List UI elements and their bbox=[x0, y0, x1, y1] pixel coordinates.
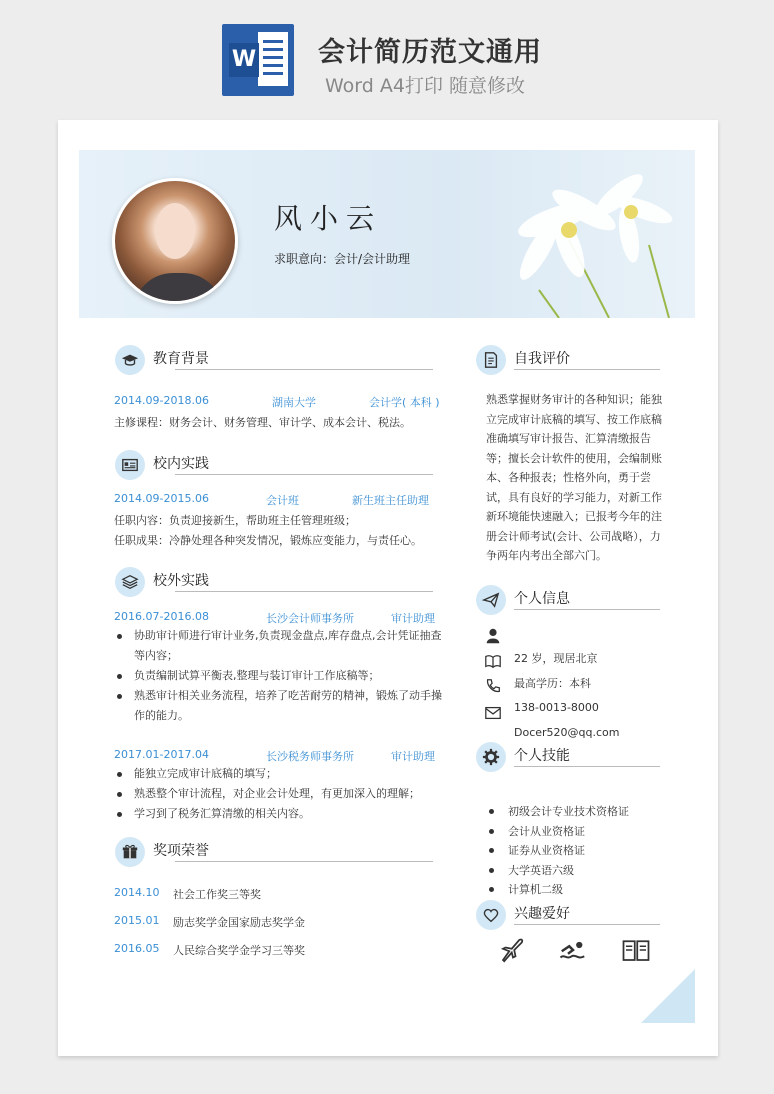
candidate-name: 风小云 bbox=[274, 202, 383, 235]
flowers-decoration bbox=[459, 150, 695, 318]
edu-major: 会计学( 本科 ) bbox=[369, 396, 440, 409]
airplane-icon bbox=[498, 935, 528, 965]
list-item: 熟悉审计相关业务流程，培养了吃苦耐劳的精神，锻炼了动手操作的能力。 bbox=[114, 686, 444, 726]
corner-decoration bbox=[641, 969, 695, 1023]
edu-school: 湖南大学 bbox=[272, 396, 316, 409]
phone-icon bbox=[484, 677, 502, 695]
banner-title: 会计简历范文通用 bbox=[318, 37, 542, 68]
section-title: 兴趣爱好 bbox=[514, 906, 570, 922]
campus-line: 任职成果：冷静处理各种突发情况，锻炼应变能力，与责任心。 bbox=[114, 534, 422, 547]
section-title: 个人技能 bbox=[514, 748, 570, 764]
personal-age: 22 岁，现居北京 bbox=[514, 652, 598, 665]
layers-icon bbox=[115, 567, 145, 597]
job-intent: 求职意向：会计/会计助理 bbox=[274, 252, 411, 266]
skills-list bbox=[486, 802, 629, 900]
list-item: 初级会计专业技术资格证 bbox=[486, 802, 629, 822]
section-title: 个人信息 bbox=[514, 591, 570, 607]
paper-plane-icon bbox=[476, 585, 506, 615]
self-eval-text: 熟悉掌握财务审计的各种知识；能独立完成审计底稿的填写、按工作底稿准确填写审计报告、汇算清缴报告等；擅长会计软件的使用，会编制账本、各种报表；性格外向，勇于尝试，具有良好的学习能力，对新工作新环境能快速融入；已报考今年的注册会计师考试(会计、公司战略），力争两年内考出全部六门。 bbox=[486, 393, 662, 562]
banner-subtitle: Word A4打印 随意修改 bbox=[325, 75, 526, 97]
section-title: 校内实践 bbox=[153, 456, 209, 472]
personal-phone: 138-0013-8000 bbox=[514, 701, 599, 714]
job-items bbox=[114, 764, 444, 824]
list-item: 学习到了税务汇算清缴的相关内容。 bbox=[114, 804, 444, 824]
word-logo-letter: W bbox=[229, 43, 259, 77]
campus-line: 任职内容：负责迎接新生，帮助班主任管理班级； bbox=[114, 514, 356, 527]
job-period: 2016.07-2016.08 bbox=[114, 610, 209, 623]
gift-icon bbox=[115, 837, 145, 867]
list-item: 证券从业资格证 bbox=[486, 841, 629, 861]
list-item: 大学英语六级 bbox=[486, 861, 629, 881]
award-name: 励志奖学金国家励志奖学金 bbox=[173, 916, 305, 929]
id-card-icon bbox=[115, 450, 145, 480]
resume-header bbox=[79, 150, 695, 318]
word-logo-page bbox=[258, 32, 288, 86]
section-title: 自我评价 bbox=[514, 351, 570, 367]
graduation-cap-icon bbox=[115, 345, 145, 375]
list-item: 负责编制试算平衡表,整理与装订审计工作底稿等； bbox=[114, 666, 444, 686]
section-skills bbox=[476, 742, 660, 772]
job-org: 长沙税务师事务所 bbox=[266, 750, 354, 763]
avatar bbox=[112, 178, 238, 304]
section-awards bbox=[115, 837, 433, 867]
list-item: 计算机二级 bbox=[486, 880, 629, 900]
award-name: 社会工作奖三等奖 bbox=[173, 888, 261, 901]
job-items bbox=[114, 626, 444, 726]
personal-email: Docer520@qq.com bbox=[514, 726, 620, 739]
list-item: 熟悉整个审计流程，对企业会计处理，有更加深入的理解； bbox=[114, 784, 444, 804]
list-item: 会计从业资格证 bbox=[486, 822, 629, 842]
campus-org: 会计班 bbox=[266, 494, 299, 507]
award-name: 人民综合奖学金学习三等奖 bbox=[173, 944, 305, 957]
book-icon bbox=[484, 652, 502, 670]
job-role: 审计助理 bbox=[391, 750, 435, 763]
person-icon bbox=[484, 627, 502, 645]
campus-period: 2014.09-2015.06 bbox=[114, 492, 209, 505]
section-hobbies bbox=[476, 900, 660, 930]
book-icon bbox=[621, 935, 651, 965]
heart-icon bbox=[476, 900, 506, 930]
edu-courses: 主修课程：财务会计、财务管理、审计学、成本会计、税法。 bbox=[114, 416, 411, 429]
award-date: 2016.05 bbox=[114, 942, 160, 955]
job-period: 2017.01-2017.04 bbox=[114, 748, 209, 761]
document-icon bbox=[476, 345, 506, 375]
section-personal bbox=[476, 585, 660, 615]
mail-icon bbox=[484, 704, 502, 722]
campus-role: 新生班主任助理 bbox=[352, 494, 429, 507]
section-title: 校外实践 bbox=[153, 573, 209, 589]
section-self-eval bbox=[476, 345, 660, 375]
gear-icon bbox=[476, 742, 506, 772]
section-education bbox=[115, 345, 433, 375]
edu-period: 2014.09-2018.06 bbox=[114, 394, 209, 407]
personal-degree: 最高学历：本科 bbox=[514, 677, 591, 690]
award-date: 2015.01 bbox=[114, 914, 160, 927]
section-title: 奖项荣誉 bbox=[153, 843, 209, 859]
list-item: 协助审计师进行审计业务,负责现金盘点,库存盘点,会计凭证抽查等内容； bbox=[114, 626, 444, 666]
job-org: 长沙会计师事务所 bbox=[266, 612, 354, 625]
resume-sheet bbox=[58, 120, 718, 1056]
section-external bbox=[115, 567, 433, 597]
list-item: 能独立完成审计底稿的填写； bbox=[114, 764, 444, 784]
swimming-icon bbox=[558, 935, 588, 965]
word-logo bbox=[222, 24, 294, 96]
job-role: 审计助理 bbox=[391, 612, 435, 625]
section-campus bbox=[115, 450, 433, 480]
section-title: 教育背景 bbox=[153, 351, 209, 367]
award-date: 2014.10 bbox=[114, 886, 160, 899]
